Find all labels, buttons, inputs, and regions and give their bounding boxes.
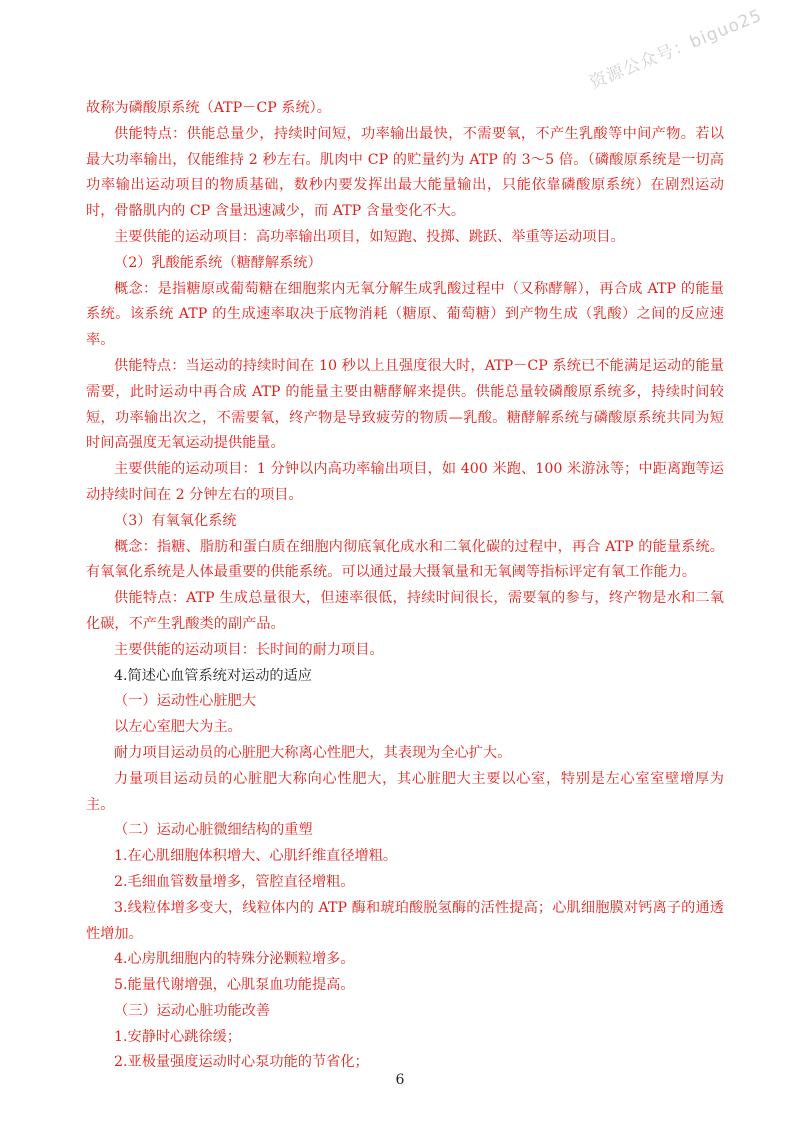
section-heading: （三）运动心脏功能改善 <box>114 1002 271 1019</box>
paragraph: 供能特点：ATP 生成总量很大，但速率很低，持续时间很长，需要氧的参与，终产物是水和二氧化碳，不产生乳酸类的副产品。 <box>86 590 724 632</box>
paragraph: 故称为磷酸原系统（ATP－CP 系统）。 <box>86 100 331 116</box>
page-number: 6 <box>395 1072 405 1088</box>
section-heading: （3）有氧氧化系统 <box>114 512 237 529</box>
watermark-text: 资源公众号：biguo25 <box>586 5 766 94</box>
paragraph: 概念：指糖、脂肪和蛋白质在细胞内彻底氧化成水和二氧化碳的过程中，再合 ATP 的能量系统。有氧氧化系统是人体最重要的供能系统。可以通过最大摄氧量和无氧阈等指标评定有氧工作能力。 <box>86 538 724 581</box>
paragraph: 主要供能的运动项目：高功率输出项目，如短跑、投掷、跳跃、举重等运动项目。 <box>114 228 625 245</box>
list-item: 1.安静时心跳徐缓； <box>114 1028 242 1045</box>
paragraph: 主要供能的运动项目：长时间的耐力项目。 <box>114 641 384 658</box>
document-body <box>86 96 724 1076</box>
list-item: 5.能量代谢增强，心肌泵血功能提高。 <box>114 977 355 994</box>
paragraph: 供能特点：当运动的持续时间在 10 秒以上且强度很大时，ATP－CP 系统已不能满足运动的能量需要，此时运动中再合成 ATP 的能量主要由糖酵解来提供。供能总量较磷酸原系统多，持续时间较短，功率输出次之，不需要氧，终产物是导致疲劳的物质—乳酸。糖酵解系统与磷酸原系统共同为短时间高强度无氧运动提供能量。 <box>86 357 724 452</box>
paragraph: 以左心室肥大为主。 <box>114 719 242 736</box>
section-heading: （二）运动心脏微细结构的重塑 <box>114 822 313 839</box>
list-item: 3.线粒体增多变大，线粒体内的 ATP 酶和琥珀酸脱氢酶的活性提高；心肌细胞膜对钙离子的通透性增加。 <box>86 899 724 942</box>
section-heading: （2）乳酸能系统（糖酵解系统） <box>114 254 322 271</box>
section-heading: （一）运动性心脏肥大 <box>114 693 256 710</box>
list-item: 4.心房肌细胞内的特殊分泌颗粒增多。 <box>114 951 355 968</box>
paragraph: 供能特点：供能总量少，持续时间短，功率输出最快，不需要氧，不产生乳酸等中间产物。若以最大功率输出，仅能维持 2 秒左右。肌肉中 CP 的贮量约为 ATP 的 3～5 倍。（磷酸原系统是一切高功率输出运动项目的物质基础，数秒内要发挥出最大能量输出，只能依靠磷酸原系统）在剧烈运动时，骨骼肌内的 CP 含量迅速减少，而 ATP 含量变化不大。 <box>86 125 724 220</box>
paragraph: 力量项目运动员的心脏肥大称向心性肥大，其心脏肥大主要以心室，特别是左心室室壁增厚为主。 <box>86 770 724 813</box>
paragraph: 概念：是指糖原或葡萄糖在细胞浆内无氧分解生成乳酸过程中（又称酵解），再合成 ATP 的能量系统。该系统 ATP 的生成速率取决于底物消耗（糖原、葡萄糖）到产物生成（乳酸）之间的反应速率。 <box>86 280 724 349</box>
question-heading: 4.简述心血管系统对运动的适应 <box>114 667 312 684</box>
paragraph: 耐力项目运动员的心脏肥大称离心性肥大，其表现为全心扩大。 <box>114 744 512 761</box>
list-item: 1.在心肌细胞体积增大、心肌纤维直径增粗。 <box>114 848 398 865</box>
list-item: 2.亚极量强度运动时心泵功能的节省化； <box>114 1054 369 1071</box>
paragraph: 主要供能的运动项目：1 分钟以内高功率输出项目，如 400 米跑、100 米游泳等；中距离跑等运动持续时间在 2 分钟左右的项目。 <box>86 461 724 503</box>
list-item: 2.毛细血管数量增多，管腔直径增粗。 <box>114 873 355 890</box>
